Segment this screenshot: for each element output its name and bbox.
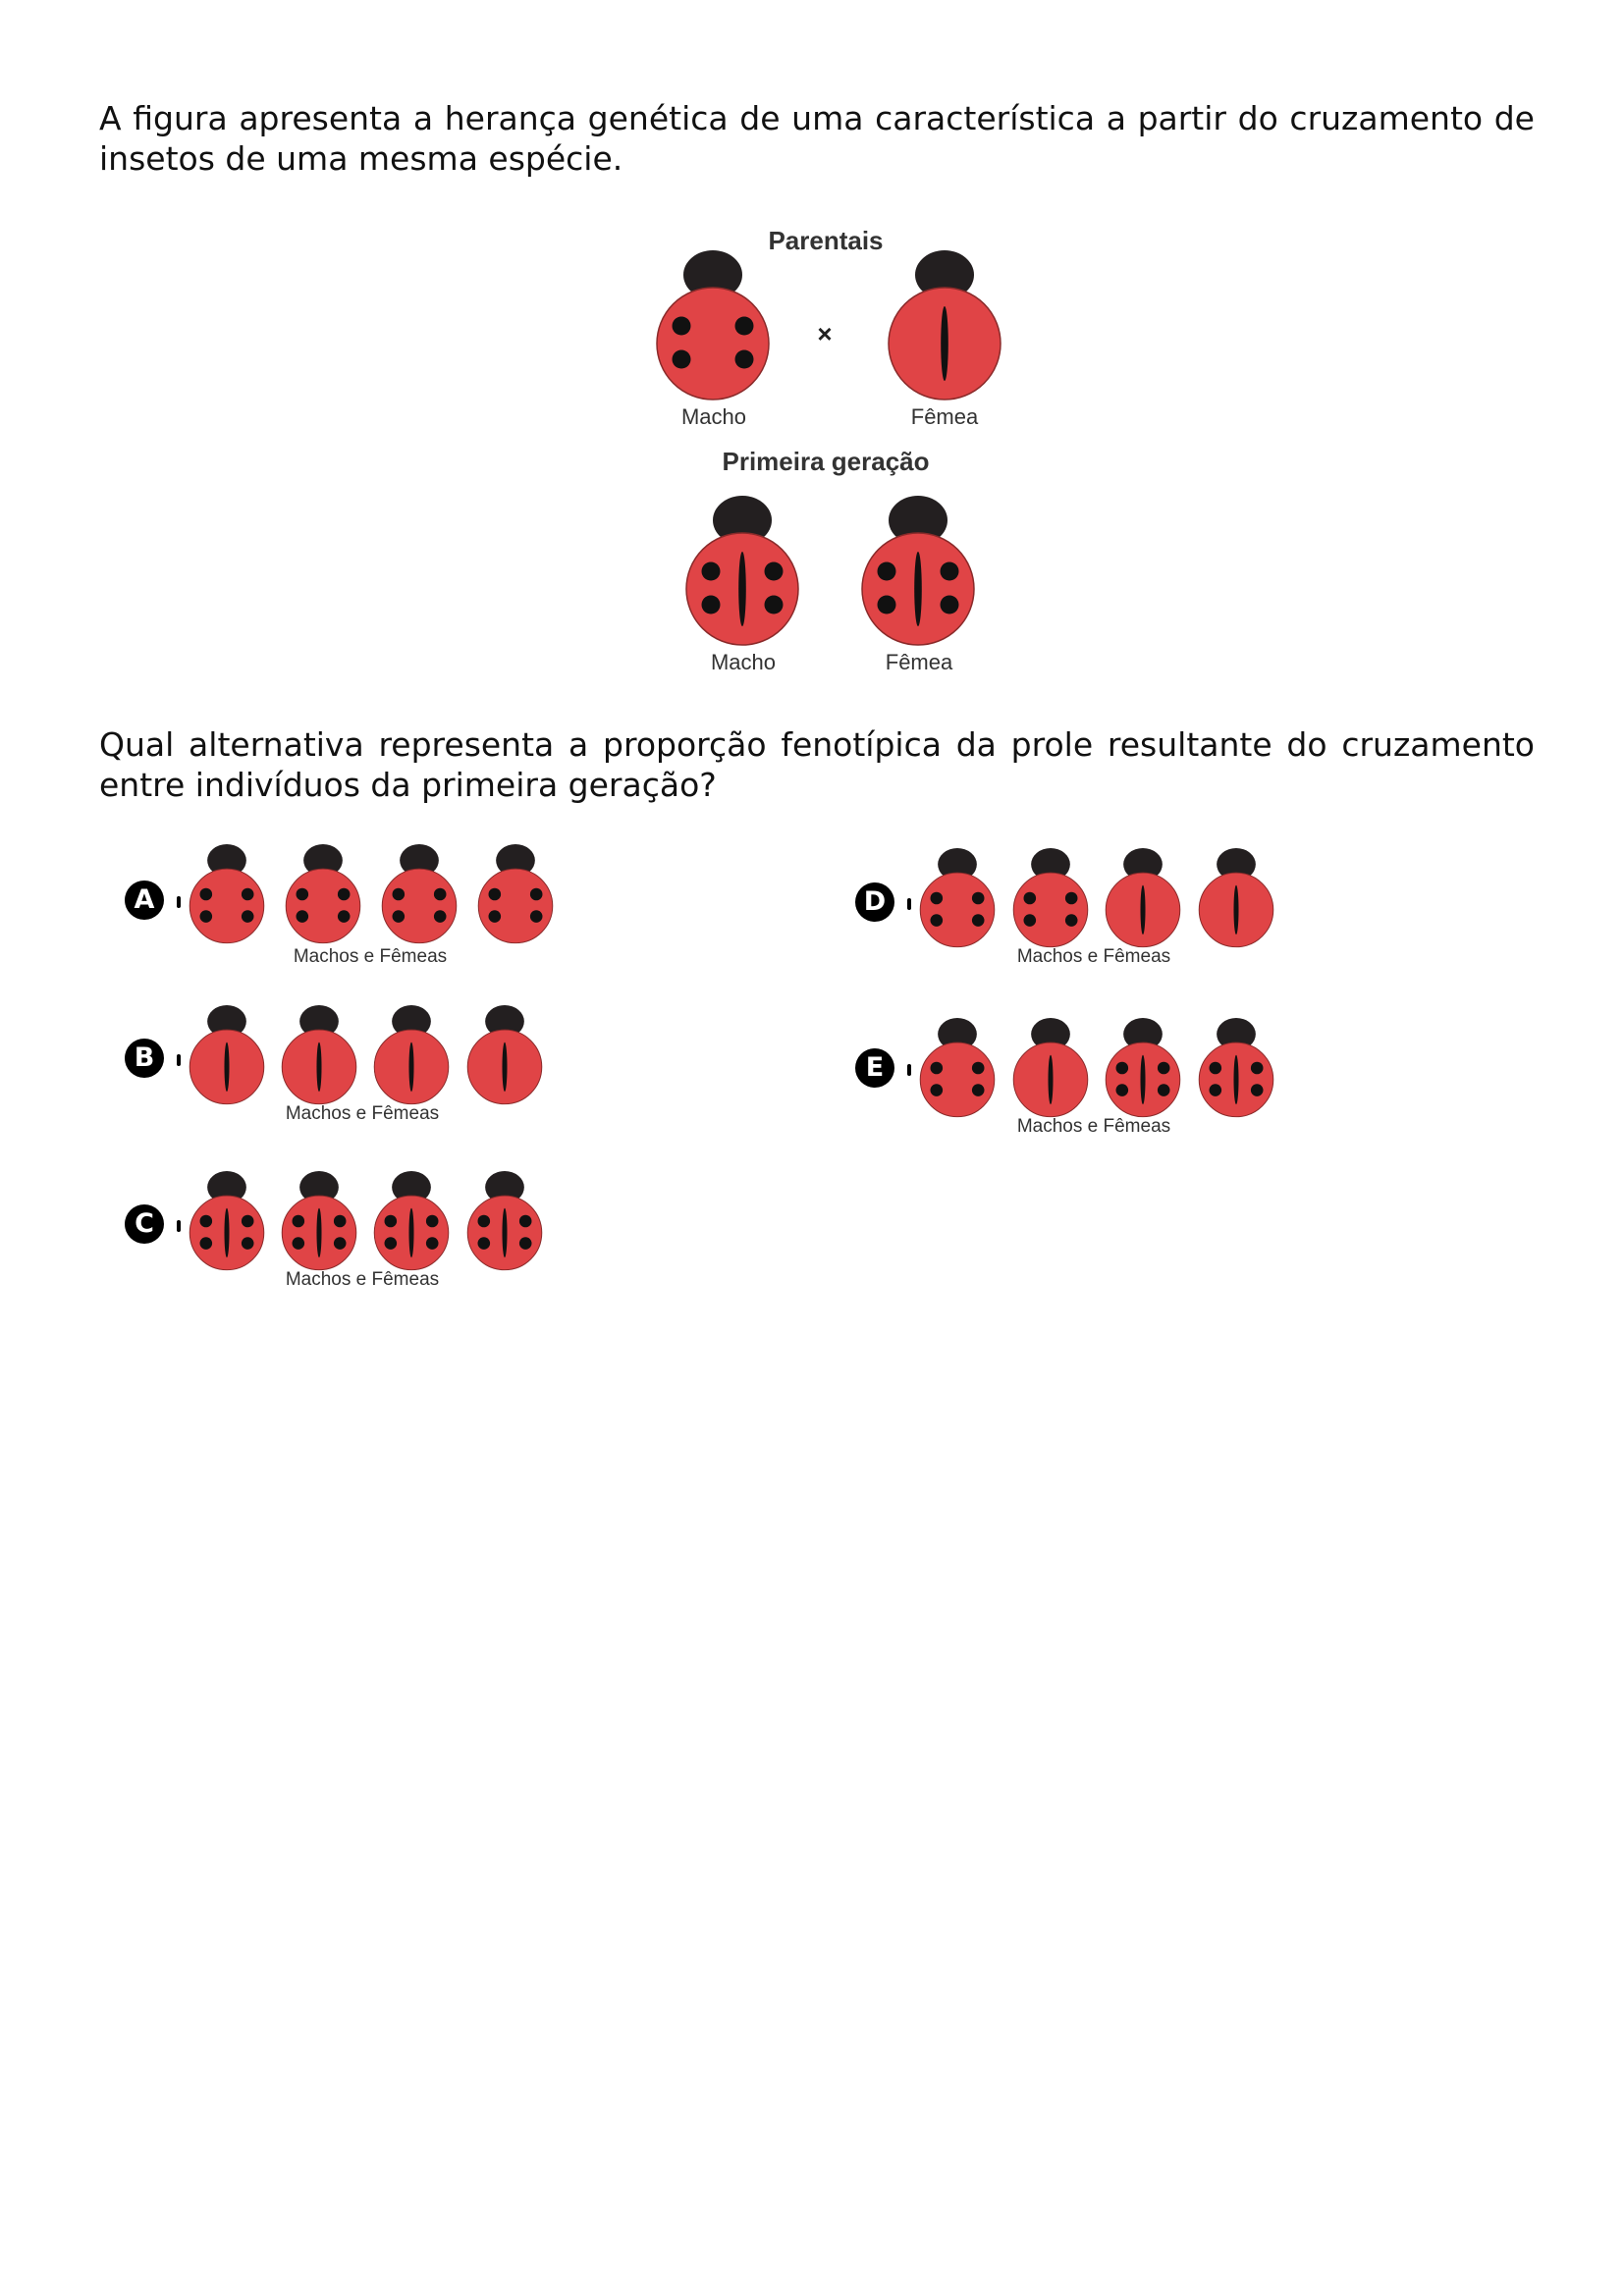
parent-male-ladybug xyxy=(652,247,774,404)
ladybug-spot xyxy=(334,1215,347,1228)
ladybug-spot xyxy=(1065,914,1078,927)
option-b-ladybug-3 xyxy=(370,1003,453,1107)
ladybug-spot xyxy=(1024,914,1037,927)
option-e-ladybug-2 xyxy=(1009,1016,1092,1120)
ladybug-spot xyxy=(765,596,784,614)
ladybug-stripe xyxy=(1233,1055,1238,1104)
f1-male-ladybug xyxy=(681,493,803,650)
option-d-ladybug-4 xyxy=(1195,846,1277,950)
cross-symbol: × xyxy=(817,319,833,348)
ladybug-spot xyxy=(878,596,896,614)
option-letter-badge[interactable]: E xyxy=(855,1048,894,1088)
option-a-ladybug-4 xyxy=(474,842,557,946)
ladybug-stripe xyxy=(502,1208,507,1257)
ladybug-spot xyxy=(765,562,784,581)
ladybug-spot xyxy=(489,910,502,923)
ladybug-spot xyxy=(530,888,543,901)
ladybug-spot xyxy=(242,910,254,923)
ladybug-spot xyxy=(200,910,213,923)
ladybug-spot xyxy=(478,1215,491,1228)
f1-male-label: Macho xyxy=(710,650,777,674)
ladybug-spot xyxy=(1251,1062,1264,1075)
ladybug-spot xyxy=(1251,1084,1264,1096)
ladybug-body xyxy=(1013,873,1088,947)
ladybug-spot xyxy=(1158,1062,1170,1075)
ladybug-spot xyxy=(931,1084,944,1096)
ladybug-spot xyxy=(878,562,896,581)
option-marker-tick xyxy=(907,898,911,910)
question-stem: Qual alternativa representa a proporção fenotípica da prole resultante do cruzamento entre indivíduos da primeira geração? xyxy=(99,725,1535,804)
option-marker-tick xyxy=(177,896,181,908)
ladybug-spot xyxy=(972,1084,985,1096)
ladybug-spot xyxy=(393,888,406,901)
ladybug-spot xyxy=(941,596,959,614)
ladybug-body xyxy=(189,869,264,943)
option-c-ladybug-3 xyxy=(370,1169,453,1273)
option-b-ladybug-4 xyxy=(463,1003,546,1107)
parents-heading: Parentais xyxy=(768,226,884,255)
option-a-ladybug-1 xyxy=(186,842,268,946)
first-generation-heading: Primeira geração xyxy=(722,447,930,476)
ladybug-spot xyxy=(972,1062,985,1075)
ladybug-spot xyxy=(200,1215,213,1228)
ladybug-spot xyxy=(1210,1084,1222,1096)
ladybug-spot xyxy=(242,1237,254,1250)
option-b-ladybug-2 xyxy=(278,1003,360,1107)
ladybug-body xyxy=(382,869,457,943)
ladybug-spot xyxy=(931,1062,944,1075)
ladybug-stripe xyxy=(914,552,922,626)
ladybug-spot xyxy=(242,888,254,901)
parent-female-label: Fêmea xyxy=(910,404,979,429)
ladybug-spot xyxy=(673,317,691,336)
ladybug-spot xyxy=(426,1215,439,1228)
ladybug-spot xyxy=(297,888,309,901)
option-marker-tick xyxy=(177,1054,181,1066)
ladybug-spot xyxy=(941,562,959,581)
question-intro: A figura apresenta a herança genética de uma característica a partir do cruzamento de insetos de uma mesma espécie. xyxy=(99,99,1535,178)
ladybug-spot xyxy=(702,596,721,614)
ladybug-spot xyxy=(334,1237,347,1250)
option-a-ladybug-2 xyxy=(282,842,364,946)
ladybug-spot xyxy=(972,914,985,927)
option-marker-tick xyxy=(177,1220,181,1232)
ladybug-spot xyxy=(385,1215,398,1228)
ladybug-spot xyxy=(1210,1062,1222,1075)
ladybug-body xyxy=(286,869,360,943)
ladybug-spot xyxy=(673,350,691,369)
ladybug-stripe xyxy=(316,1208,321,1257)
ladybug-stripe xyxy=(224,1042,229,1092)
ladybug-spot xyxy=(242,1215,254,1228)
f1-female-label: Fêmea xyxy=(885,650,953,674)
option-e-ladybug-4 xyxy=(1195,1016,1277,1120)
ladybug-spot xyxy=(293,1215,305,1228)
ladybug-spot xyxy=(338,910,351,923)
ladybug-stripe xyxy=(408,1208,413,1257)
option-caption: Machos e Fêmeas xyxy=(1016,946,1171,967)
ladybug-spot xyxy=(931,892,944,905)
ladybug-stripe xyxy=(1140,1055,1145,1104)
ladybug-spot xyxy=(426,1237,439,1250)
option-caption: Machos e Fêmeas xyxy=(285,1103,440,1124)
ladybug-spot xyxy=(735,350,754,369)
option-b-ladybug-1 xyxy=(186,1003,268,1107)
option-c-ladybug-2 xyxy=(278,1169,360,1273)
option-d-ladybug-3 xyxy=(1102,846,1184,950)
ladybug-body xyxy=(920,873,995,947)
option-letter-badge[interactable]: A xyxy=(125,881,164,920)
ladybug-stripe xyxy=(316,1042,321,1092)
ladybug-body xyxy=(478,869,553,943)
ladybug-spot xyxy=(1116,1062,1129,1075)
parent-female-ladybug xyxy=(884,247,1005,404)
ladybug-spot xyxy=(478,1237,491,1250)
ladybug-spot xyxy=(338,888,351,901)
option-d-ladybug-2 xyxy=(1009,846,1092,950)
option-e-ladybug-1 xyxy=(916,1016,999,1120)
ladybug-spot xyxy=(297,910,309,923)
ladybug-stripe xyxy=(502,1042,507,1092)
ladybug-spot xyxy=(1116,1084,1129,1096)
ladybug-stripe xyxy=(408,1042,413,1092)
ladybug-spot xyxy=(530,910,543,923)
ladybug-spot xyxy=(1158,1084,1170,1096)
ladybug-spot xyxy=(200,888,213,901)
option-letter-badge[interactable]: D xyxy=(855,882,894,922)
ladybug-stripe xyxy=(941,306,948,381)
option-marker-tick xyxy=(907,1064,911,1076)
ladybug-stripe xyxy=(1140,885,1145,934)
ladybug-spot xyxy=(735,317,754,336)
ladybug-spot xyxy=(434,910,447,923)
ladybug-stripe xyxy=(224,1208,229,1257)
ladybug-body xyxy=(657,288,769,400)
ladybug-spot xyxy=(519,1215,532,1228)
ladybug-spot xyxy=(702,562,721,581)
ladybug-stripe xyxy=(1233,885,1238,934)
f1-female-ladybug xyxy=(857,493,979,650)
ladybug-stripe xyxy=(738,552,746,626)
option-caption: Machos e Fêmeas xyxy=(285,1269,440,1290)
option-letter-badge[interactable]: C xyxy=(125,1204,164,1244)
option-c-ladybug-4 xyxy=(463,1169,546,1273)
ladybug-spot xyxy=(1024,892,1037,905)
ladybug-body xyxy=(920,1042,995,1117)
ladybug-spot xyxy=(385,1237,398,1250)
ladybug-spot xyxy=(293,1237,305,1250)
ladybug-spot xyxy=(931,914,944,927)
ladybug-spot xyxy=(489,888,502,901)
ladybug-stripe xyxy=(1048,1055,1053,1104)
option-caption: Machos e Fêmeas xyxy=(293,946,448,967)
option-e-ladybug-3 xyxy=(1102,1016,1184,1120)
option-letter-badge[interactable]: B xyxy=(125,1039,164,1078)
option-a-ladybug-3 xyxy=(378,842,460,946)
ladybug-spot xyxy=(200,1237,213,1250)
option-d-ladybug-1 xyxy=(916,846,999,950)
ladybug-spot xyxy=(972,892,985,905)
option-caption: Machos e Fêmeas xyxy=(1016,1116,1171,1137)
option-c-ladybug-1 xyxy=(186,1169,268,1273)
ladybug-spot xyxy=(519,1237,532,1250)
parent-male-label: Macho xyxy=(680,404,747,429)
ladybug-spot xyxy=(434,888,447,901)
ladybug-spot xyxy=(393,910,406,923)
ladybug-spot xyxy=(1065,892,1078,905)
